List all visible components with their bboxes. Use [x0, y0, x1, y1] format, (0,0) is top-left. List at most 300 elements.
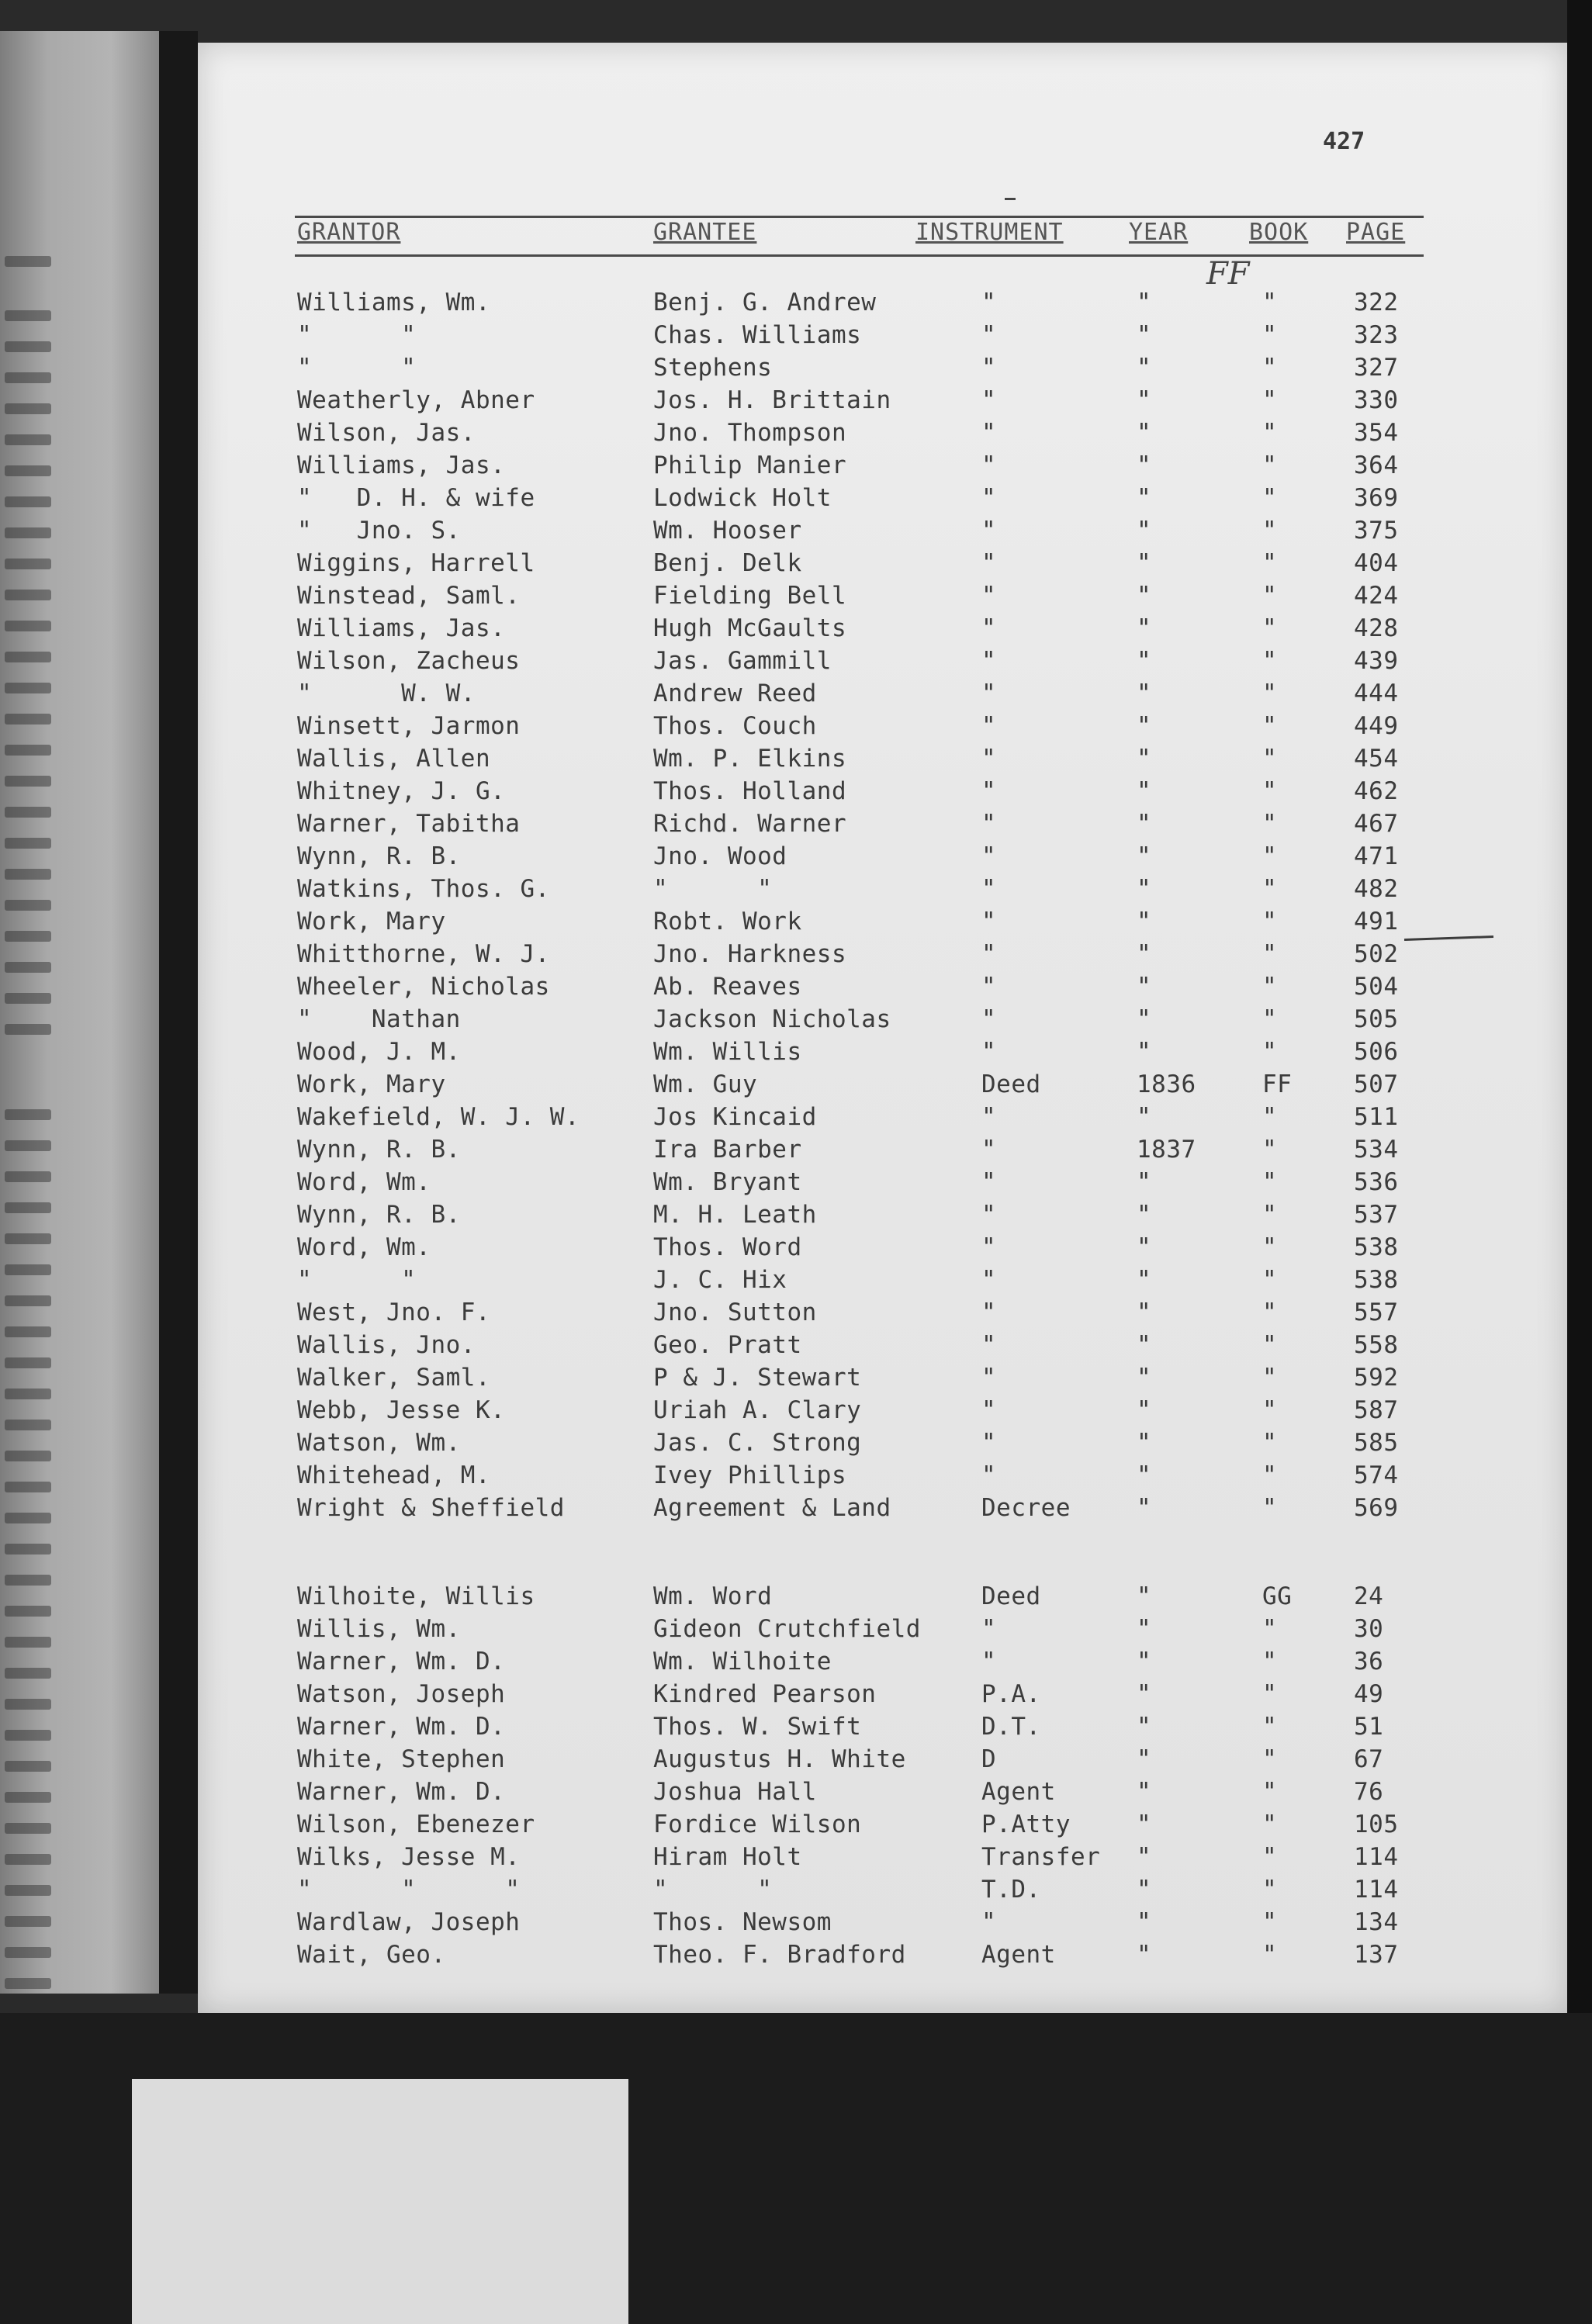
cell-page: 375: [1354, 517, 1399, 545]
table-row: [0, 419, 1592, 450]
cell-year: 1836: [1137, 1070, 1196, 1098]
cell-grantor: Wardlaw, Joseph: [297, 1908, 521, 1936]
cell-year: ": [1137, 1038, 1152, 1066]
cell-book: ": [1262, 419, 1278, 447]
cell-page: 114: [1354, 1876, 1399, 1904]
cell-instrument: ": [981, 1908, 997, 1936]
cell-grantor: Word, Wm.: [297, 1233, 431, 1261]
cell-instrument: P.Atty: [981, 1810, 1071, 1838]
cell-grantee: Hiram Holt: [653, 1843, 802, 1871]
table-row: [0, 451, 1592, 482]
cell-instrument: ": [981, 1168, 997, 1196]
cell-page: 105: [1354, 1810, 1399, 1838]
cell-page: 449: [1354, 712, 1399, 740]
table-row: [0, 1331, 1592, 1362]
cell-page: 454: [1354, 745, 1399, 773]
cell-grantor: Watson, Wm.: [297, 1429, 461, 1457]
cell-year: ": [1137, 875, 1152, 903]
cell-grantor: Winsett, Jarmon: [297, 712, 521, 740]
cell-page: 330: [1354, 386, 1399, 414]
cell-year: ": [1137, 1103, 1152, 1131]
table-row: [0, 940, 1592, 971]
table-row: [0, 1843, 1592, 1874]
table-row: [0, 582, 1592, 613]
cell-instrument: ": [981, 1429, 997, 1457]
cell-grantor: " W. W.: [297, 680, 476, 707]
cell-grantee: Jno. Wood: [653, 842, 787, 870]
cell-grantee: Richd. Warner: [653, 810, 847, 838]
cell-grantor: Wood, J. M.: [297, 1038, 461, 1066]
cell-year: ": [1137, 1713, 1152, 1741]
cell-grantee: Fordice Wilson: [653, 1810, 862, 1838]
header-page: PAGE: [1346, 219, 1406, 246]
cell-page: 354: [1354, 419, 1399, 447]
table-row: [0, 777, 1592, 808]
cell-grantor: " " ": [297, 1876, 521, 1904]
cell-page: 592: [1354, 1364, 1399, 1392]
cell-grantee: Wm. Word: [653, 1582, 773, 1610]
cell-instrument: ": [981, 875, 997, 903]
cell-year: ": [1137, 908, 1152, 935]
table-row: [0, 517, 1592, 548]
cell-book: ": [1262, 1396, 1278, 1424]
table-row: [0, 1038, 1592, 1069]
cell-instrument: ": [981, 1201, 997, 1229]
table-row: [0, 1941, 1592, 1972]
cell-book: ": [1262, 614, 1278, 642]
cell-grantee: Joshua Hall: [653, 1778, 817, 1806]
strip-text-line: [5, 256, 51, 267]
cell-year: ": [1137, 1168, 1152, 1196]
table-row: [0, 354, 1592, 385]
table-row: [0, 1429, 1592, 1460]
cell-book: ": [1262, 1168, 1278, 1196]
cell-grantor: Wilson, Zacheus: [297, 647, 521, 675]
cell-year: ": [1137, 940, 1152, 968]
cell-book: ": [1262, 1364, 1278, 1392]
table-row: [0, 289, 1592, 320]
cell-grantee: Wm. Guy: [653, 1070, 758, 1098]
cell-page: 369: [1354, 484, 1399, 512]
cell-year: ": [1137, 1331, 1152, 1359]
strip-text-line: [5, 1544, 51, 1555]
table-row: [0, 1908, 1592, 1939]
cell-grantee: P & J. Stewart: [653, 1364, 862, 1392]
cell-instrument: ": [981, 386, 997, 414]
cell-grantor: Work, Mary: [297, 1070, 446, 1098]
cell-grantor: " ": [297, 1266, 417, 1294]
cell-instrument: ": [981, 549, 997, 577]
table-row: [0, 614, 1592, 645]
cell-page: 536: [1354, 1168, 1399, 1196]
cell-year: ": [1137, 712, 1152, 740]
cell-book: ": [1262, 712, 1278, 740]
cell-grantor: Wynn, R. B.: [297, 842, 461, 870]
cell-instrument: ": [981, 1005, 997, 1033]
cell-year: ": [1137, 1810, 1152, 1838]
cell-grantee: Philip Manier: [653, 451, 847, 479]
table-row: [0, 1103, 1592, 1134]
cell-page: 538: [1354, 1266, 1399, 1294]
cell-book: ": [1262, 484, 1278, 512]
cell-instrument: ": [981, 1396, 997, 1424]
cell-book: ": [1262, 908, 1278, 935]
table-row: [0, 1299, 1592, 1330]
cell-instrument: ": [981, 712, 997, 740]
cell-book: ": [1262, 517, 1278, 545]
cell-instrument: Agent: [981, 1778, 1056, 1806]
cell-instrument: ": [981, 451, 997, 479]
cell-year: ": [1137, 1494, 1152, 1522]
cell-grantor: Weatherly, Abner: [297, 386, 535, 414]
cell-grantee: Uriah A. Clary: [653, 1396, 862, 1424]
cell-page: 537: [1354, 1201, 1399, 1229]
cell-grantor: Wilks, Jesse M.: [297, 1843, 521, 1871]
table-row: [0, 1680, 1592, 1711]
cell-instrument: ": [981, 1648, 997, 1676]
cell-year: ": [1137, 1233, 1152, 1261]
cell-grantee: Jno. Thompson: [653, 419, 847, 447]
cell-year: ": [1137, 1429, 1152, 1457]
cell-book: ": [1262, 1331, 1278, 1359]
table-row: [0, 1266, 1592, 1297]
cell-grantor: Wright & Sheffield: [297, 1494, 565, 1522]
cell-grantor: Wheeler, Nicholas: [297, 973, 550, 1001]
table-row: [0, 1136, 1592, 1167]
cell-grantee: Wm. P. Elkins: [653, 745, 847, 773]
cell-book: ": [1262, 1810, 1278, 1838]
cell-book: ": [1262, 1201, 1278, 1229]
cell-instrument: ": [981, 289, 997, 316]
cell-book: ": [1262, 582, 1278, 610]
cell-book: ": [1262, 1494, 1278, 1522]
cell-book: ": [1262, 1299, 1278, 1326]
cell-page: 504: [1354, 973, 1399, 1001]
cell-book: ": [1262, 1713, 1278, 1741]
cell-page: 322: [1354, 289, 1399, 316]
header-instrument: INSTRUMENT: [915, 219, 1064, 246]
header-grantee: GRANTEE: [653, 219, 757, 246]
cell-book: ": [1262, 386, 1278, 414]
cell-grantee: Thos. Couch: [653, 712, 817, 740]
cell-book: ": [1262, 1266, 1278, 1294]
table-row: [0, 1070, 1592, 1101]
cell-grantee: Ira Barber: [653, 1136, 802, 1164]
cell-instrument: ": [981, 1038, 997, 1066]
table-row: [0, 1876, 1592, 1907]
cell-grantor: Wynn, R. B.: [297, 1201, 461, 1229]
cell-grantee: Thos. Word: [653, 1233, 802, 1261]
cell-grantor: Williams, Jas.: [297, 451, 506, 479]
cell-grantor: White, Stephen: [297, 1745, 506, 1773]
cell-grantor: Wallis, Allen: [297, 745, 491, 773]
cell-year: ": [1137, 1778, 1152, 1806]
cell-year: ": [1137, 582, 1152, 610]
cell-instrument: D.T.: [981, 1713, 1041, 1741]
cell-book: ": [1262, 1103, 1278, 1131]
cell-grantee: Geo. Pratt: [653, 1331, 802, 1359]
table-row: [0, 1648, 1592, 1679]
cell-year: ": [1137, 842, 1152, 870]
cell-grantor: Whitney, J. G.: [297, 777, 506, 805]
cell-grantee: Agreement & Land: [653, 1494, 891, 1522]
cell-year: ": [1137, 1582, 1152, 1610]
strip-text-line: [5, 1978, 51, 1989]
cell-grantor: Wilhoite, Willis: [297, 1582, 535, 1610]
header-top-rule: [295, 216, 1424, 218]
cell-year: ": [1137, 1396, 1152, 1424]
cell-grantee: Jas. Gammill: [653, 647, 832, 675]
cell-book: ": [1262, 745, 1278, 773]
table-row: [0, 1810, 1592, 1842]
cell-instrument: D: [981, 1745, 997, 1773]
table-row: [0, 973, 1592, 1004]
cell-book: ": [1262, 940, 1278, 968]
cell-page: 569: [1354, 1494, 1399, 1522]
cell-year: ": [1137, 1364, 1152, 1392]
cell-page: 507: [1354, 1070, 1399, 1098]
cell-instrument: ": [981, 354, 997, 382]
cell-book: ": [1262, 875, 1278, 903]
cell-grantor: Warner, Wm. D.: [297, 1648, 506, 1676]
cell-grantor: Wallis, Jno.: [297, 1331, 476, 1359]
cell-instrument: ": [981, 745, 997, 773]
cell-grantor: Wynn, R. B.: [297, 1136, 461, 1164]
cell-page: 76: [1354, 1778, 1384, 1806]
cell-page: 49: [1354, 1680, 1384, 1708]
cell-grantor: " Jno. S.: [297, 517, 461, 545]
cell-instrument: Transfer: [981, 1843, 1101, 1871]
cell-book: ": [1262, 1615, 1278, 1643]
cell-page: 482: [1354, 875, 1399, 903]
cell-grantee: Andrew Reed: [653, 680, 817, 707]
cell-page: 471: [1354, 842, 1399, 870]
cell-year: ": [1137, 451, 1152, 479]
cell-grantor: Wilson, Jas.: [297, 419, 476, 447]
cell-instrument: ": [981, 908, 997, 935]
cell-year: ": [1137, 1005, 1152, 1033]
cell-book: ": [1262, 1908, 1278, 1936]
cell-grantee: Chas. Williams: [653, 321, 862, 349]
table-row: [0, 1745, 1592, 1776]
cell-page: 424: [1354, 582, 1399, 610]
cell-year: ": [1137, 1648, 1152, 1676]
cell-grantee: Hugh McGaults: [653, 614, 847, 642]
table-row: [0, 1005, 1592, 1036]
cell-year: ": [1137, 1461, 1152, 1489]
cell-grantee: Ivey Phillips: [653, 1461, 847, 1489]
cell-instrument: ": [981, 1266, 997, 1294]
table-row: [0, 484, 1592, 515]
cell-page: 364: [1354, 451, 1399, 479]
cell-grantee: Thos. W. Swift: [653, 1713, 862, 1741]
cell-instrument: ": [981, 614, 997, 642]
cell-book: ": [1262, 973, 1278, 1001]
table-row: [0, 1713, 1592, 1744]
cell-page: 137: [1354, 1941, 1399, 1969]
cell-year: ": [1137, 484, 1152, 512]
cell-page: 538: [1354, 1233, 1399, 1261]
cell-grantee: Wm. Bryant: [653, 1168, 802, 1196]
cell-book: FF: [1262, 1070, 1293, 1098]
cell-page: 428: [1354, 614, 1399, 642]
cell-page: 327: [1354, 354, 1399, 382]
cell-grantee: " ": [653, 875, 773, 903]
cell-page: 51: [1354, 1713, 1384, 1741]
pencil-dash-mark: [1005, 198, 1016, 200]
header-bottom-rule: [295, 254, 1424, 257]
cell-grantee: Lodwick Holt: [653, 484, 832, 512]
cell-grantee: Augustus H. White: [653, 1745, 906, 1773]
cell-instrument: ": [981, 484, 997, 512]
cell-instrument: ": [981, 1136, 997, 1164]
cell-book: ": [1262, 1429, 1278, 1457]
cell-book: ": [1262, 1038, 1278, 1066]
cell-instrument: ": [981, 1299, 997, 1326]
cell-page: 30: [1354, 1615, 1384, 1643]
cell-instrument: ": [981, 321, 997, 349]
table-row: [0, 321, 1592, 352]
cell-page: 114: [1354, 1843, 1399, 1871]
table-row: [0, 1615, 1592, 1646]
cell-grantor: Warner, Wm. D.: [297, 1778, 506, 1806]
cell-grantee: Wm. Willis: [653, 1038, 802, 1066]
cell-grantee: Benj. G. Andrew: [653, 289, 877, 316]
table-row: [0, 1201, 1592, 1232]
cell-instrument: ": [981, 582, 997, 610]
cell-grantor: Wait, Geo.: [297, 1941, 446, 1969]
cell-year: ": [1137, 1941, 1152, 1969]
cell-instrument: ": [981, 517, 997, 545]
cell-page: 323: [1354, 321, 1399, 349]
cell-instrument: Agent: [981, 1941, 1056, 1969]
cell-instrument: T.D.: [981, 1876, 1041, 1904]
cell-book: ": [1262, 1648, 1278, 1676]
cell-grantor: West, Jno. F.: [297, 1299, 491, 1326]
cell-year: ": [1137, 386, 1152, 414]
table-row: [0, 1364, 1592, 1395]
cell-grantee: M. H. Leath: [653, 1201, 817, 1229]
cell-grantee: Jos Kincaid: [653, 1103, 817, 1131]
cell-grantor: Webb, Jesse K.: [297, 1396, 506, 1424]
cell-page: 67: [1354, 1745, 1384, 1773]
cell-grantee: Jackson Nicholas: [653, 1005, 891, 1033]
cell-book: ": [1262, 549, 1278, 577]
cell-grantee: Wm. Wilhoite: [653, 1648, 832, 1676]
cell-grantor: Williams, Wm.: [297, 289, 491, 316]
table-row: [0, 712, 1592, 743]
cell-grantor: Willis, Wm.: [297, 1615, 461, 1643]
cell-grantor: " D. H. & wife: [297, 484, 535, 512]
cell-grantor: " Nathan: [297, 1005, 461, 1033]
cell-book: ": [1262, 1941, 1278, 1969]
cell-year: ": [1137, 1680, 1152, 1708]
cell-year: ": [1137, 1615, 1152, 1643]
cell-page: 444: [1354, 680, 1399, 707]
cell-grantor: " ": [297, 321, 417, 349]
cell-instrument: ": [981, 810, 997, 838]
table-row: [0, 745, 1592, 776]
table-row: [0, 842, 1592, 873]
handwritten-annotation: FF: [1206, 256, 1250, 292]
cell-grantee: Ab. Reaves: [653, 973, 802, 1001]
cell-year: ": [1137, 1745, 1152, 1773]
cell-grantor: Wiggins, Harrell: [297, 549, 535, 577]
cell-book: ": [1262, 1005, 1278, 1033]
cell-year: ": [1137, 289, 1152, 316]
cell-page: 511: [1354, 1103, 1399, 1131]
cell-book: ": [1262, 1461, 1278, 1489]
cell-grantor: Watson, Joseph: [297, 1680, 506, 1708]
table-row: [0, 647, 1592, 678]
cell-grantee: J. C. Hix: [653, 1266, 787, 1294]
header-year: YEAR: [1129, 219, 1189, 246]
cell-year: ": [1137, 1201, 1152, 1229]
cell-grantee: Gideon Crutchfield: [653, 1615, 921, 1643]
cell-grantor: Winstead, Saml.: [297, 582, 521, 610]
cell-grantee: Wm. Hooser: [653, 517, 802, 545]
cell-grantee: " ": [653, 1876, 773, 1904]
cell-instrument: ": [981, 1103, 997, 1131]
cell-instrument: ": [981, 973, 997, 1001]
cell-grantor: Warner, Tabitha: [297, 810, 521, 838]
cell-grantor: Watkins, Thos. G.: [297, 875, 550, 903]
cell-grantee: Jno. Harkness: [653, 940, 847, 968]
cell-page: 467: [1354, 810, 1399, 838]
cell-book: ": [1262, 1778, 1278, 1806]
cell-instrument: ": [981, 680, 997, 707]
cell-book: ": [1262, 289, 1278, 316]
cell-book: GG: [1262, 1582, 1293, 1610]
cell-year: ": [1137, 647, 1152, 675]
cell-instrument: ": [981, 647, 997, 675]
cell-instrument: ": [981, 1364, 997, 1392]
cell-grantee: Fielding Bell: [653, 582, 847, 610]
cell-year: ": [1137, 1843, 1152, 1871]
bottom-card: [132, 2079, 628, 2324]
cell-instrument: ": [981, 1461, 997, 1489]
cell-instrument: Decree: [981, 1494, 1071, 1522]
table-row: [0, 1778, 1592, 1809]
cell-book: ": [1262, 321, 1278, 349]
cell-instrument: P.A.: [981, 1680, 1041, 1708]
cell-page: 505: [1354, 1005, 1399, 1033]
cell-grantor: Walker, Saml.: [297, 1364, 491, 1392]
cell-grantor: Work, Mary: [297, 908, 446, 935]
cell-year: ": [1137, 549, 1152, 577]
cell-instrument: ": [981, 842, 997, 870]
table-row: [0, 1494, 1592, 1525]
table-row: [0, 1582, 1592, 1613]
cell-year: ": [1137, 419, 1152, 447]
cell-page: 134: [1354, 1908, 1399, 1936]
cell-page: 462: [1354, 777, 1399, 805]
cell-grantee: Benj. Delk: [653, 549, 802, 577]
cell-year: ": [1137, 1299, 1152, 1326]
cell-grantor: Warner, Wm. D.: [297, 1713, 506, 1741]
header-book: BOOK: [1249, 219, 1309, 246]
cell-book: ": [1262, 1745, 1278, 1773]
cell-book: ": [1262, 1136, 1278, 1164]
cell-year: ": [1137, 614, 1152, 642]
table-row: [0, 1168, 1592, 1199]
table-row: [0, 680, 1592, 711]
cell-year: ": [1137, 973, 1152, 1001]
cell-page: 491: [1354, 908, 1399, 935]
cell-grantor: Word, Wm.: [297, 1168, 431, 1196]
cell-grantee: Jas. C. Strong: [653, 1429, 862, 1457]
table-row: [0, 1461, 1592, 1492]
